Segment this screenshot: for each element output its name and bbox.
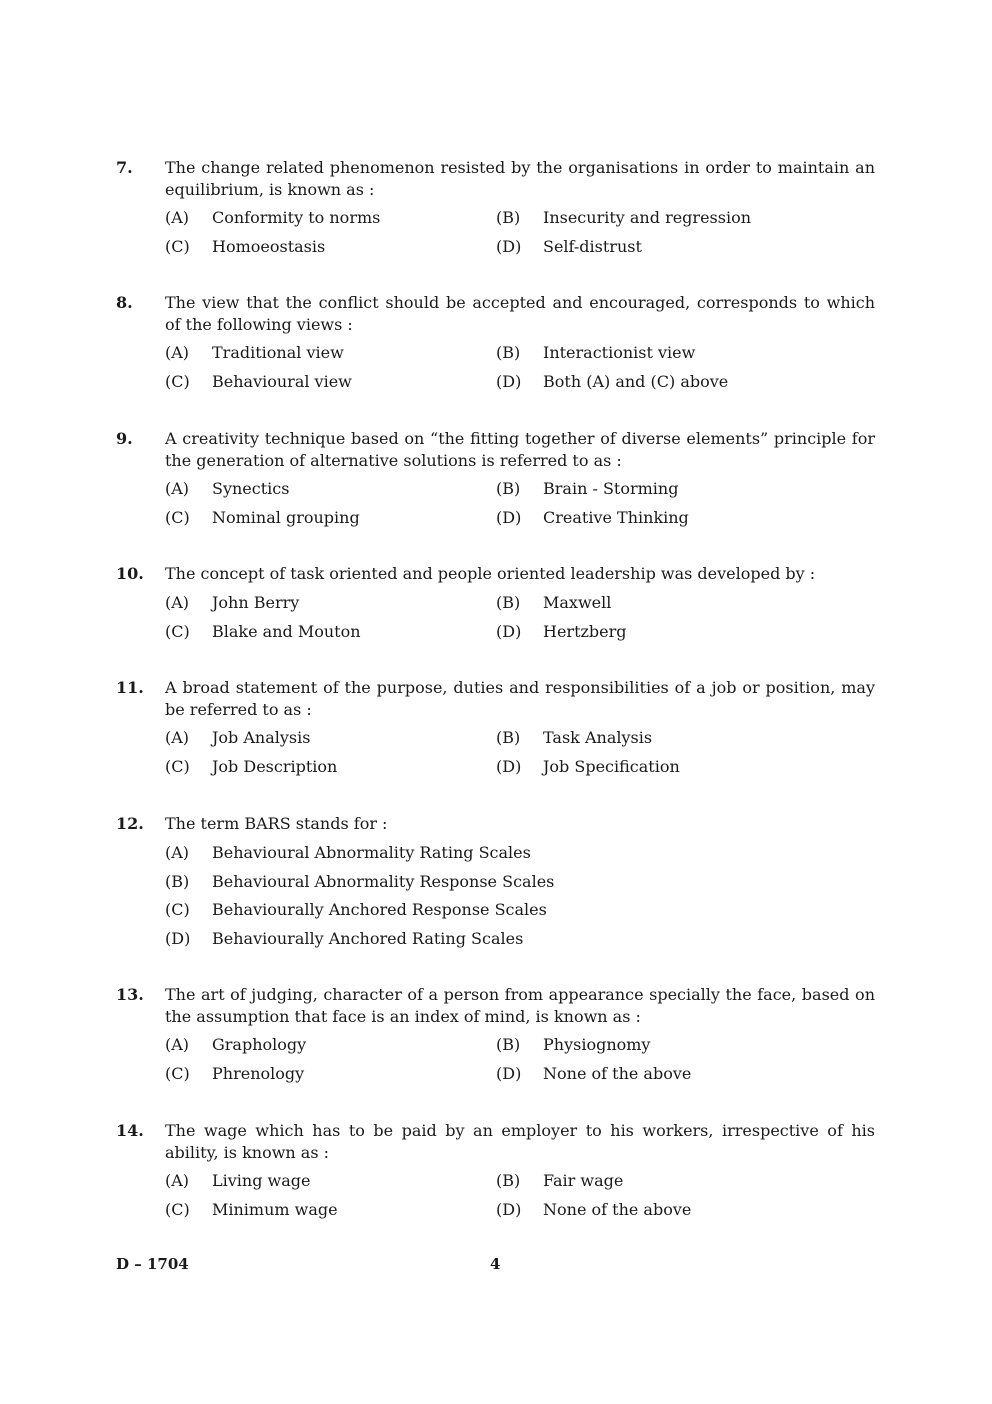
option-label: (B) xyxy=(496,479,521,498)
option-text: Job Analysis xyxy=(212,728,311,747)
option-label: (B) xyxy=(496,728,521,747)
option-text: Behavioural view xyxy=(212,372,352,391)
question-number: 9. xyxy=(116,429,133,448)
option-text: Brain - Storming xyxy=(543,479,679,498)
option-label: (B) xyxy=(496,1171,521,1190)
question-text: The view that the conflict should be accepted and encouraged, corresponds to which of the following views : xyxy=(165,293,875,334)
option-text: Nominal grouping xyxy=(212,508,360,527)
option-text: Both (A) and (C) above xyxy=(543,372,729,391)
option-text: Physiognomy xyxy=(543,1035,651,1054)
option-label: (B) xyxy=(496,208,521,227)
option-text: Interactionist view xyxy=(543,343,696,362)
option-text: Fair wage xyxy=(543,1171,624,1190)
option-label: (D) xyxy=(496,372,522,391)
question-text: The change related phenomenon resisted by the organisations in order to maintain an equilibrium, is known as : xyxy=(165,158,875,199)
option-label: (A) xyxy=(165,843,190,862)
question-text: A broad statement of the purpose, duties and responsibilities of a job or position, may be referred to as : xyxy=(165,678,875,719)
option-text: Blake and Mouton xyxy=(212,622,361,641)
option-label: (B) xyxy=(496,593,521,612)
option-text: Self-distrust xyxy=(543,237,642,256)
option-text: Minimum wage xyxy=(212,1200,338,1219)
option-label: (C) xyxy=(165,1064,190,1083)
option-text: None of the above xyxy=(543,1064,692,1083)
option-label: (B) xyxy=(165,872,190,891)
question-number: 14. xyxy=(116,1121,144,1140)
option-text: Homoeostasis xyxy=(212,237,326,256)
option-text: Graphology xyxy=(212,1035,307,1054)
option-text: Behaviourally Anchored Rating Scales xyxy=(212,929,524,948)
option-text: Maxwell xyxy=(543,593,612,612)
option-text: None of the above xyxy=(543,1200,692,1219)
option-label: (C) xyxy=(165,622,190,641)
paper-code: D – 1704 xyxy=(116,1255,189,1273)
question-number: 12. xyxy=(116,814,144,833)
question-text: The art of judging, character of a person from appearance specially the face, based on the assumption that face is an index of mind, is known as : xyxy=(165,985,875,1026)
option-text: Behavioural Abnormality Rating Scales xyxy=(212,843,531,862)
option-label: (D) xyxy=(165,929,191,948)
option-text: Job Specification xyxy=(543,757,680,776)
option-label: (A) xyxy=(165,728,190,747)
option-text: Conformity to norms xyxy=(212,208,381,227)
question-number: 8. xyxy=(116,293,133,312)
question-text: A creativity technique based on “the fitting together of diverse elements” principle for the generation of alternative solutions is referred to as : xyxy=(165,429,875,470)
option-text: Task Analysis xyxy=(543,728,653,747)
option-text: Phrenology xyxy=(212,1064,305,1083)
option-text: Synectics xyxy=(212,479,290,498)
option-label: (C) xyxy=(165,372,190,391)
option-text: Job Description xyxy=(212,757,338,776)
option-text: Creative Thinking xyxy=(543,508,689,527)
option-label: (B) xyxy=(496,1035,521,1054)
option-text: Behaviourally Anchored Response Scales xyxy=(212,900,547,919)
option-label: (D) xyxy=(496,1200,522,1219)
page-number: 4 xyxy=(490,1255,501,1273)
option-label: (C) xyxy=(165,237,190,256)
option-label: (A) xyxy=(165,208,190,227)
option-text: Behavioural Abnormality Response Scales xyxy=(212,872,555,891)
option-label: (D) xyxy=(496,1064,522,1083)
option-text: Traditional view xyxy=(212,343,344,362)
option-label: (A) xyxy=(165,343,190,362)
option-label: (C) xyxy=(165,1200,190,1219)
option-label: (D) xyxy=(496,508,522,527)
option-label: (C) xyxy=(165,757,190,776)
question-number: 10. xyxy=(116,564,144,583)
question-number: 13. xyxy=(116,985,144,1004)
option-text: John Berry xyxy=(212,593,300,612)
option-label: (B) xyxy=(496,343,521,362)
question-text: The term BARS stands for : xyxy=(165,814,388,833)
option-text: Living wage xyxy=(212,1171,311,1190)
question-text: The concept of task oriented and people oriented leadership was developed by : xyxy=(165,564,816,583)
option-label: (D) xyxy=(496,757,522,776)
option-label: (D) xyxy=(496,237,522,256)
option-label: (D) xyxy=(496,622,522,641)
option-label: (A) xyxy=(165,1035,190,1054)
question-text: The wage which has to be paid by an employer to his workers, irrespective of his ability, is known as : xyxy=(165,1121,875,1162)
option-label: (C) xyxy=(165,508,190,527)
option-text: Hertzberg xyxy=(543,622,627,641)
option-label: (A) xyxy=(165,479,190,498)
option-text: Insecurity and regression xyxy=(543,208,752,227)
option-label: (C) xyxy=(165,900,190,919)
question-number: 7. xyxy=(116,158,133,177)
option-label: (A) xyxy=(165,1171,190,1190)
option-label: (A) xyxy=(165,593,190,612)
question-number: 11. xyxy=(116,678,144,697)
